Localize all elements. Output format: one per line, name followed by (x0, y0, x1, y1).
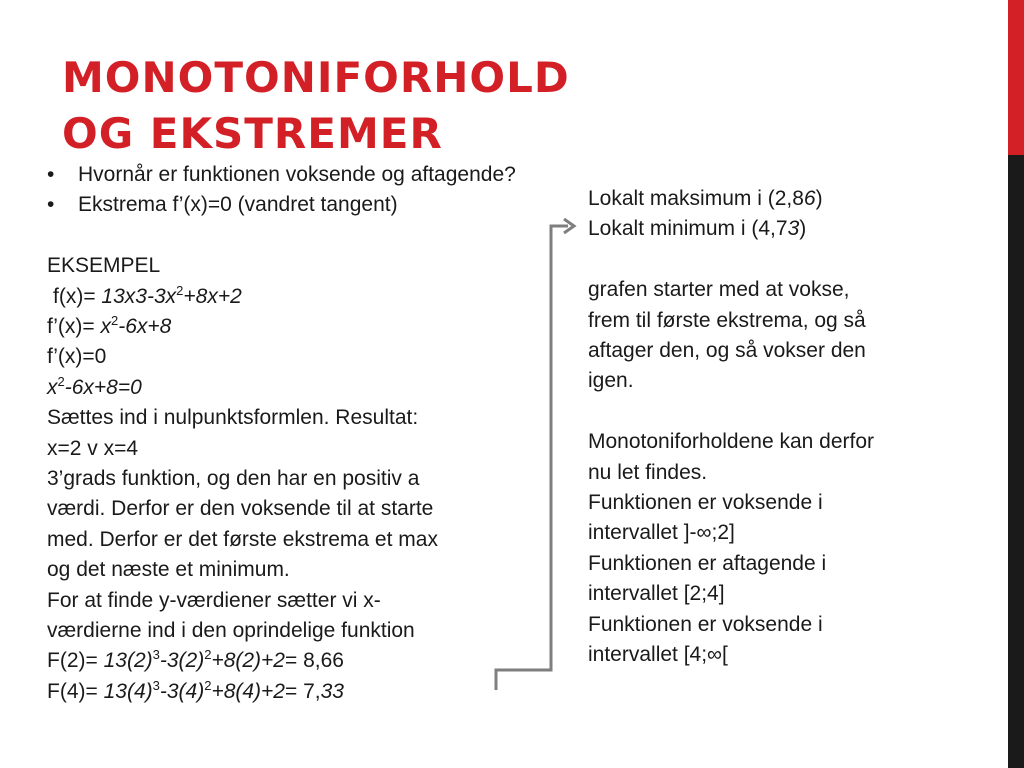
derivative-rest: -6x+8 (118, 315, 172, 339)
function-exponent: 2 (176, 282, 184, 298)
title-line-2: OG EKSTREMER (62, 109, 443, 158)
f2-prefix: F(2)= (47, 649, 104, 673)
explanation-line: og det næste et minimum. (47, 558, 290, 582)
derivative-exponent: 2 (110, 313, 119, 329)
derivative-definition (47, 312, 527, 342)
arrow-head-icon (564, 219, 574, 233)
graph-description-line: frem til første ekstrema, og så (588, 308, 866, 332)
f4-result-a: 7, (303, 679, 321, 703)
local-minimum (588, 214, 988, 244)
explanation-line: værdi. Derfor er den voksende til at starte (47, 497, 434, 521)
f4-term-2: -3(4) (159, 679, 205, 703)
equation (47, 373, 527, 403)
slide-title (62, 50, 570, 162)
f4-exponent-1: 3 (152, 677, 160, 693)
f4-result-b: 33 (320, 679, 344, 703)
bullet-item: • Ekstrema f’(x)=0 (vandret tangent) (47, 190, 527, 220)
bullet-list (47, 160, 527, 221)
spacer (47, 221, 527, 251)
max-italic: 6 (803, 187, 816, 210)
monotony-line: Funktionen er voksende i (588, 612, 823, 636)
derivative-prefix: f’(x)= (47, 315, 101, 339)
f4-exponent-2: 2 (204, 677, 212, 693)
accent-bar-red (1008, 0, 1024, 155)
monotony-line: Monotoniforholdene kan derfor (588, 430, 875, 454)
explanation-line: 3’grads funktion, og den har en positiv a (47, 467, 420, 491)
f4-term-1: 13(4) (103, 679, 153, 703)
spacer (588, 397, 988, 427)
monotony-line: Funktionen er aftagende i (588, 551, 827, 575)
right-column (588, 184, 988, 670)
explanation-line: med. Derfor er det første ekstrema et max (47, 527, 438, 551)
f2-exponent-2: 2 (204, 647, 212, 663)
f4-equals: = (285, 679, 304, 703)
f2-term-2: -3(2) (159, 649, 205, 673)
function-prefix: f(x)= (53, 284, 102, 308)
graph-description-line: igen. (588, 369, 634, 393)
spacer (588, 245, 988, 275)
bullet-item: • Hvornår er funktionen voksende og aftagende? (47, 160, 527, 190)
derivative-zero: f’(x)=0 (47, 345, 107, 369)
f2-equals: = (285, 649, 304, 673)
explanation-line: værdierne ind i den oprindelige funktion (47, 619, 415, 643)
title-line-1: MONOTONIFORHOLD (62, 53, 570, 102)
f2-term-3: +8(2)+2 (211, 649, 285, 673)
monotony-line: nu let findes. (588, 460, 708, 484)
example-heading: EKSEMPEL (47, 254, 161, 278)
min-suffix: ) (799, 217, 807, 241)
f2-result: 8,66 (303, 649, 344, 673)
equation-exponent: 2 (57, 373, 65, 389)
max-suffix: ) (815, 187, 823, 210)
f4-prefix: F(4)= (47, 679, 104, 703)
monotony-line: intervallet ]-∞;2] (588, 521, 735, 545)
equation-x: x (47, 375, 58, 399)
function-definition (47, 282, 527, 312)
explanation-line: For at finde y-værdiener sætter vi x- (47, 588, 381, 612)
accent-bar-dark (1008, 155, 1024, 768)
min-italic: 3 (787, 217, 800, 241)
monotony-line: intervallet [4;∞[ (588, 643, 728, 667)
min-prefix: Lokalt minimum i (4,7 (588, 217, 788, 241)
equation-rest: -6x+8=0 (64, 375, 142, 399)
f2-term-1: 13(2) (103, 649, 153, 673)
left-column (47, 160, 527, 707)
graph-description-line: aftager den, og så vokser den (588, 339, 866, 363)
function-expr-a: 13x3-3x (101, 284, 177, 308)
derivative-x: x (100, 315, 111, 339)
monotony-line: Funktionen er voksende i (588, 491, 823, 515)
monotony-line: intervallet [2;4] (588, 582, 725, 606)
function-expr-b: +8x+2 (183, 284, 242, 308)
graph-description-line: grafen starter med at vokse, (588, 278, 850, 302)
f2-calculation (47, 646, 527, 676)
f2-exponent-1: 3 (152, 647, 160, 663)
max-prefix: Lokalt maksimum i (2,8 (588, 187, 804, 210)
f4-calculation (47, 677, 527, 707)
nulpunkt-line: Sættes ind i nulpunktsformlen. Resultat: (47, 406, 419, 430)
local-maximum (588, 184, 988, 214)
solutions-line: x=2 v x=4 (47, 436, 139, 460)
f4-term-3: +8(4)+2 (211, 679, 285, 703)
